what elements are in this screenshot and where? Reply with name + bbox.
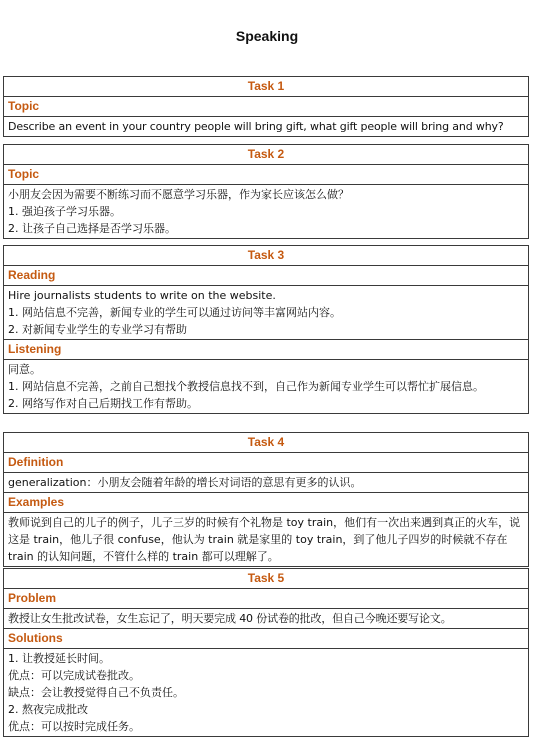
task-2-topic-line: 1. 强迫孩子学习乐器。 xyxy=(8,205,121,218)
task-2-table xyxy=(3,144,529,239)
task-3-reading-line: 1. 网站信息不完善，新闻专业的学生可以通过访问等丰富网站内容。 xyxy=(8,306,341,319)
task-4-examples-content xyxy=(4,513,529,567)
task-5-solutions-label: Solutions xyxy=(4,629,529,649)
task-1-topic-content xyxy=(4,117,529,137)
task-3-reading-content xyxy=(4,286,529,340)
task-1-header: Task 1 xyxy=(4,77,529,97)
task-3-reading-line: 2. 对新闻专业学生的专业学习有帮助 xyxy=(8,323,187,336)
task-3-listening-line: 2. 网络写作对自己后期找工作有帮助。 xyxy=(8,397,198,410)
task-5-table xyxy=(3,568,529,737)
task-5-solutions-line: 缺点：会让教授觉得自己不负责任。 xyxy=(8,686,184,699)
task-5-problem-content xyxy=(4,609,529,629)
task-4-definition-label: Definition xyxy=(4,453,529,473)
task-2-topic-line: 2. 让孩子自己选择是否学习乐器。 xyxy=(8,222,176,235)
task-3-header: Task 3 xyxy=(4,246,529,266)
task-3-listening-content xyxy=(4,360,529,414)
task-5-problem-line: 教授让女生批改试卷，女生忘记了，明天要完成 40 份试卷的批改，但自己今晚还要写论文。 xyxy=(8,612,452,625)
task-3-table xyxy=(3,245,529,414)
task-5-solutions-line: 优点：可以按时完成任务。 xyxy=(8,720,140,733)
task-1-topic-line: Describe an event in your country people will bring gift, what gift people will bring and why? xyxy=(8,120,504,133)
task-4-header: Task 4 xyxy=(4,433,529,453)
task-4-examples-label: Examples xyxy=(4,493,529,513)
task-2-header: Task 2 xyxy=(4,145,529,165)
task-4-definition-line: generalization：小朋友会随着年龄的增长对词语的意思有更多的认识。 xyxy=(8,476,362,489)
task-4-examples-line: 教师说到自己的儿子的例子，儿子三岁的时候有个礼物是 toy train，他们有一次出来遇到真正的火车，说这是 train，他儿子很 confuse，他认为 train 就是家里的 toy train，到了他儿子四岁的时候就不存在 train 的认知问题，不管什么样的 train 都可以理解了。 xyxy=(8,516,521,563)
task-4-table xyxy=(3,432,529,567)
task-3-reading-line: Hire journalists students to write on the website. xyxy=(8,289,276,302)
task-2-topic-content xyxy=(4,185,529,239)
task-5-solutions-line: 2. 熬夜完成批改 xyxy=(8,703,88,716)
task-3-listening-line: 1. 网站信息不完善，之前自己想找个教授信息找不到，自己作为新闻专业学生可以帮忙扩展信息。 xyxy=(8,380,484,393)
task-1-table xyxy=(3,76,529,137)
task-3-listening-label: Listening xyxy=(4,340,529,360)
task-2-topic-line: 小朋友会因为需要不断练习而不愿意学习乐器，作为家长应该怎么做？ xyxy=(8,188,349,201)
task-5-solutions-content xyxy=(4,649,529,737)
task-3-listening-line: 同意。 xyxy=(8,363,41,376)
task-5-header: Task 5 xyxy=(4,569,529,589)
page-title: Speaking xyxy=(235,28,299,44)
task-4-definition-content xyxy=(4,473,529,493)
task-2-topic-label: Topic xyxy=(4,165,529,185)
task-5-solutions-line: 1. 让教授延长时间。 xyxy=(8,652,110,665)
task-5-solutions-line: 优点：可以完成试卷批改。 xyxy=(8,669,140,682)
task-3-reading-label: Reading xyxy=(4,266,529,286)
task-1-topic-label: Topic xyxy=(4,97,529,117)
task-5-problem-label: Problem xyxy=(4,589,529,609)
